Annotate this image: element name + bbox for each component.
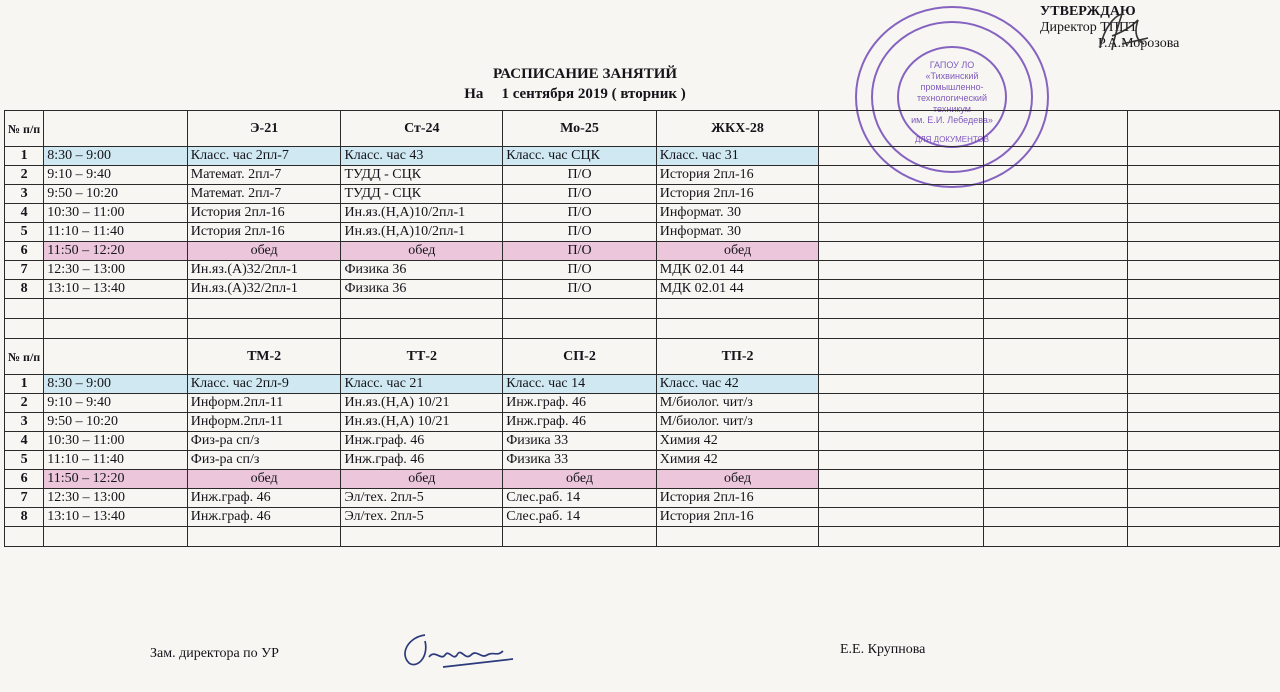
lesson-row <box>5 204 1280 223</box>
header-time <box>44 339 188 375</box>
lesson-number: 1 <box>5 375 44 394</box>
lesson-time: 8:30 – 9:00 <box>44 375 188 394</box>
lesson-time: 11:50 – 12:20 <box>44 242 188 261</box>
empty-cell <box>984 394 1128 413</box>
lesson-cell: Ин.яз.(Н,А) 10/21 <box>341 413 503 432</box>
lesson-time: 11:10 – 11:40 <box>44 223 188 242</box>
spacer-row <box>5 299 1280 319</box>
stamp-line-3: промышленно- <box>920 82 984 92</box>
lesson-row <box>5 508 1280 527</box>
footer-name: Е.Е. Крупнова <box>840 642 926 657</box>
empty-cell <box>984 111 1128 147</box>
lesson-cell: Инж.граф. 46 <box>341 432 503 451</box>
stamp-line-2: «Тихвинский <box>925 71 979 81</box>
group-header: ЖКХ-28 <box>656 111 819 147</box>
empty-cell <box>819 223 984 242</box>
empty-cell <box>819 299 984 319</box>
empty-cell <box>1128 185 1280 204</box>
lesson-cell: М/биолог. чит/з <box>656 394 819 413</box>
empty-cell <box>819 204 984 223</box>
lesson-cell: обед <box>656 470 819 489</box>
lesson-cell: Ин.яз.(Н,А)10/2пл-1 <box>341 223 503 242</box>
empty-cell <box>1128 280 1280 299</box>
lesson-row <box>5 280 1280 299</box>
lesson-cell: История 2пл-16 <box>656 166 819 185</box>
lesson-cell: Класс. час 21 <box>341 375 503 394</box>
lesson-cell: Информат. 30 <box>656 204 819 223</box>
empty-cell <box>656 319 819 339</box>
empty-cell <box>819 508 984 527</box>
empty-cell <box>341 299 503 319</box>
lesson-cell: Ин.яз.(Н,А)10/2пл-1 <box>341 204 503 223</box>
empty-cell <box>1128 223 1280 242</box>
empty-cell <box>984 470 1128 489</box>
lesson-row <box>5 451 1280 470</box>
empty-cell <box>819 185 984 204</box>
empty-cell <box>819 166 984 185</box>
empty-cell <box>984 204 1128 223</box>
empty-cell <box>1128 527 1280 547</box>
lesson-cell: МДК 02.01 44 <box>656 280 819 299</box>
lesson-cell: Слес.раб. 14 <box>503 489 657 508</box>
empty-cell <box>984 375 1128 394</box>
empty-cell <box>1128 147 1280 166</box>
empty-cell <box>1128 261 1280 280</box>
deputy-signature <box>395 627 525 675</box>
empty-cell <box>1128 413 1280 432</box>
lesson-cell: Инж.граф. 46 <box>503 413 657 432</box>
empty-cell <box>984 147 1128 166</box>
empty-cell <box>1128 166 1280 185</box>
lesson-cell: История 2пл-16 <box>187 204 341 223</box>
director-signature <box>1092 8 1152 58</box>
lesson-cell: Химия 42 <box>656 451 819 470</box>
empty-cell <box>5 299 44 319</box>
lesson-cell: Класс. час 31 <box>656 147 819 166</box>
lesson-cell: П/О <box>503 185 657 204</box>
empty-cell <box>984 451 1128 470</box>
empty-cell <box>984 527 1128 547</box>
schedule-date: 1 сентября 2019 ( вторник ) <box>501 86 686 102</box>
empty-cell <box>819 339 984 375</box>
empty-cell <box>1128 394 1280 413</box>
lesson-row <box>5 185 1280 204</box>
lesson-cell: Класс. час 42 <box>656 375 819 394</box>
lesson-cell: Инж.граф. 46 <box>187 508 341 527</box>
lesson-cell: П/О <box>503 261 657 280</box>
lesson-cell: П/О <box>503 242 657 261</box>
schedule-table <box>4 110 1280 547</box>
lesson-cell: Информат. 30 <box>656 223 819 242</box>
group-header: СП-2 <box>503 339 657 375</box>
lesson-cell: обед <box>187 470 341 489</box>
lesson-cell: обед <box>187 242 341 261</box>
lesson-cell: П/О <box>503 223 657 242</box>
lesson-number: 6 <box>5 242 44 261</box>
empty-cell <box>1128 204 1280 223</box>
lesson-number: 5 <box>5 451 44 470</box>
empty-cell <box>819 319 984 339</box>
lesson-row <box>5 394 1280 413</box>
lesson-time: 13:10 – 13:40 <box>44 280 188 299</box>
footer-position: Зам. директора по УР <box>150 646 279 661</box>
stamp-caption: ДЛЯ ДОКУМЕНТОВ <box>914 135 990 144</box>
date-prefix: На <box>464 86 484 102</box>
lesson-row <box>5 223 1280 242</box>
lesson-cell: обед <box>341 242 503 261</box>
lesson-cell: М/биолог. чит/з <box>656 413 819 432</box>
stamp-line-1: ГАПОУ ЛО <box>929 60 975 70</box>
lesson-time: 10:30 – 11:00 <box>44 204 188 223</box>
empty-cell <box>1128 470 1280 489</box>
empty-cell <box>1128 508 1280 527</box>
lesson-cell: Инж.граф. 46 <box>187 489 341 508</box>
lesson-cell: История 2пл-16 <box>187 223 341 242</box>
spacer-row <box>5 527 1280 547</box>
empty-cell <box>819 111 984 147</box>
lesson-number: 2 <box>5 166 44 185</box>
lesson-cell: Класс. час 14 <box>503 375 657 394</box>
lesson-cell: Эл/тех. 2пл-5 <box>341 489 503 508</box>
empty-cell <box>44 527 188 547</box>
group-header: Ст-24 <box>341 111 503 147</box>
lesson-number: 3 <box>5 413 44 432</box>
lesson-cell: Физ-ра сп/з <box>187 451 341 470</box>
lesson-cell: Класс. час 2пл-9 <box>187 375 341 394</box>
lesson-row <box>5 489 1280 508</box>
empty-cell <box>1128 375 1280 394</box>
lesson-cell: обед <box>656 242 819 261</box>
lesson-cell: П/О <box>503 166 657 185</box>
approval-position: Директор ТППТ <box>1040 20 1138 35</box>
lesson-time: 11:10 – 11:40 <box>44 451 188 470</box>
empty-cell <box>819 470 984 489</box>
approval-name: Р.А.Морозова <box>1098 36 1180 51</box>
empty-cell <box>1128 489 1280 508</box>
empty-cell <box>44 299 188 319</box>
lesson-cell: Ин.яз.(А)32/2пл-1 <box>187 280 341 299</box>
lesson-cell: Физика 33 <box>503 451 657 470</box>
empty-cell <box>819 451 984 470</box>
spacer-row <box>5 319 1280 339</box>
lesson-number: 1 <box>5 147 44 166</box>
lesson-time: 9:50 – 10:20 <box>44 413 188 432</box>
lesson-cell: Физ-ра сп/з <box>187 432 341 451</box>
empty-cell <box>819 147 984 166</box>
stamp-line-6: им. Е.И. Лебедева» <box>911 115 993 125</box>
lesson-cell: Инж.граф. 46 <box>503 394 657 413</box>
empty-cell <box>984 280 1128 299</box>
empty-cell <box>984 319 1128 339</box>
empty-cell <box>819 527 984 547</box>
lesson-cell: П/О <box>503 280 657 299</box>
empty-cell <box>187 527 341 547</box>
empty-cell <box>984 185 1128 204</box>
lesson-cell: Эл/тех. 2пл-5 <box>341 508 503 527</box>
lesson-number: 8 <box>5 280 44 299</box>
empty-cell <box>656 527 819 547</box>
lesson-cell: Информ.2пл-11 <box>187 394 341 413</box>
lesson-time: 12:30 – 13:00 <box>44 261 188 280</box>
header-num: № п/п <box>5 339 44 375</box>
empty-cell <box>1128 319 1280 339</box>
empty-cell <box>1128 111 1280 147</box>
lesson-cell: Физика 36 <box>341 261 503 280</box>
lesson-number: 4 <box>5 204 44 223</box>
empty-cell <box>819 432 984 451</box>
empty-cell <box>819 261 984 280</box>
group-header: Мо-25 <box>503 111 657 147</box>
empty-cell <box>819 489 984 508</box>
lesson-time: 8:30 – 9:00 <box>44 147 188 166</box>
empty-cell <box>984 242 1128 261</box>
empty-cell <box>187 299 341 319</box>
lesson-number: 6 <box>5 470 44 489</box>
group-header: ТП-2 <box>656 339 819 375</box>
empty-cell <box>187 319 341 339</box>
group-header: Э-21 <box>187 111 341 147</box>
empty-cell <box>984 166 1128 185</box>
stamp-line-5: техникум <box>933 104 971 114</box>
lesson-cell: Слес.раб. 14 <box>503 508 657 527</box>
lesson-number: 3 <box>5 185 44 204</box>
lesson-cell: ТУДД - СЦК <box>341 185 503 204</box>
lesson-row <box>5 166 1280 185</box>
lesson-row <box>5 375 1280 394</box>
empty-cell <box>341 527 503 547</box>
header-num: № п/п <box>5 111 44 147</box>
lesson-number: 7 <box>5 261 44 280</box>
empty-cell <box>984 489 1128 508</box>
lesson-cell: История 2пл-16 <box>656 185 819 204</box>
lesson-time: 10:30 – 11:00 <box>44 432 188 451</box>
empty-cell <box>44 319 188 339</box>
lesson-row <box>5 147 1280 166</box>
empty-cell <box>1128 432 1280 451</box>
lesson-cell: Ин.яз.(А)32/2пл-1 <box>187 261 341 280</box>
lesson-row <box>5 242 1280 261</box>
empty-cell <box>984 339 1128 375</box>
lesson-time: 9:10 – 9:40 <box>44 166 188 185</box>
lesson-number: 5 <box>5 223 44 242</box>
empty-cell <box>819 242 984 261</box>
lesson-cell: П/О <box>503 204 657 223</box>
lesson-cell: обед <box>503 470 657 489</box>
lesson-row <box>5 470 1280 489</box>
lesson-cell: История 2пл-16 <box>656 489 819 508</box>
lesson-cell: Инж.граф. 46 <box>341 451 503 470</box>
empty-cell <box>984 261 1128 280</box>
empty-cell <box>819 394 984 413</box>
stamp-line-4: технологический <box>917 93 987 103</box>
lesson-number: 4 <box>5 432 44 451</box>
schedule-date-line <box>0 86 1215 103</box>
lesson-cell: Химия 42 <box>656 432 819 451</box>
empty-cell <box>984 299 1128 319</box>
empty-cell <box>819 280 984 299</box>
lesson-time: 9:10 – 9:40 <box>44 394 188 413</box>
empty-cell <box>341 319 503 339</box>
lesson-row <box>5 261 1280 280</box>
lesson-time: 12:30 – 13:00 <box>44 489 188 508</box>
header-time <box>44 111 188 147</box>
group-header: ТТ-2 <box>341 339 503 375</box>
empty-cell <box>503 527 657 547</box>
lesson-time: 13:10 – 13:40 <box>44 508 188 527</box>
group-header-row <box>5 111 1280 147</box>
empty-cell <box>656 299 819 319</box>
empty-cell <box>984 508 1128 527</box>
lesson-time: 9:50 – 10:20 <box>44 185 188 204</box>
empty-cell <box>819 413 984 432</box>
group-header-row <box>5 339 1280 375</box>
lesson-cell: Класс. час СЦК <box>503 147 657 166</box>
schedule-title: РАСПИСАНИЕ ЗАНЯТИЙ <box>492 66 678 82</box>
empty-cell <box>5 319 44 339</box>
empty-cell <box>1128 451 1280 470</box>
empty-cell <box>1128 299 1280 319</box>
empty-cell <box>819 375 984 394</box>
lesson-cell: Класс. час 2пл-7 <box>187 147 341 166</box>
empty-cell <box>984 432 1128 451</box>
lesson-cell: Математ. 2пл-7 <box>187 185 341 204</box>
lesson-row <box>5 413 1280 432</box>
lesson-cell: обед <box>341 470 503 489</box>
empty-cell <box>5 527 44 547</box>
empty-cell <box>984 223 1128 242</box>
lesson-number: 2 <box>5 394 44 413</box>
lesson-cell: ТУДД - СЦК <box>341 166 503 185</box>
empty-cell <box>1128 242 1280 261</box>
empty-cell <box>984 413 1128 432</box>
lesson-cell: МДК 02.01 44 <box>656 261 819 280</box>
empty-cell <box>503 299 657 319</box>
lesson-cell: Математ. 2пл-7 <box>187 166 341 185</box>
group-header: ТМ-2 <box>187 339 341 375</box>
lesson-number: 7 <box>5 489 44 508</box>
lesson-cell: Класс. час 43 <box>341 147 503 166</box>
lesson-cell: Информ.2пл-11 <box>187 413 341 432</box>
lesson-cell: Физика 36 <box>341 280 503 299</box>
lesson-number: 8 <box>5 508 44 527</box>
empty-cell <box>1128 339 1280 375</box>
empty-cell <box>503 319 657 339</box>
lesson-time: 11:50 – 12:20 <box>44 470 188 489</box>
approval-title: УТВЕРЖДАЮ <box>1040 4 1136 19</box>
lesson-cell: История 2пл-16 <box>656 508 819 527</box>
lesson-row <box>5 432 1280 451</box>
lesson-cell: Физика 33 <box>503 432 657 451</box>
lesson-cell: Ин.яз.(Н,А) 10/21 <box>341 394 503 413</box>
